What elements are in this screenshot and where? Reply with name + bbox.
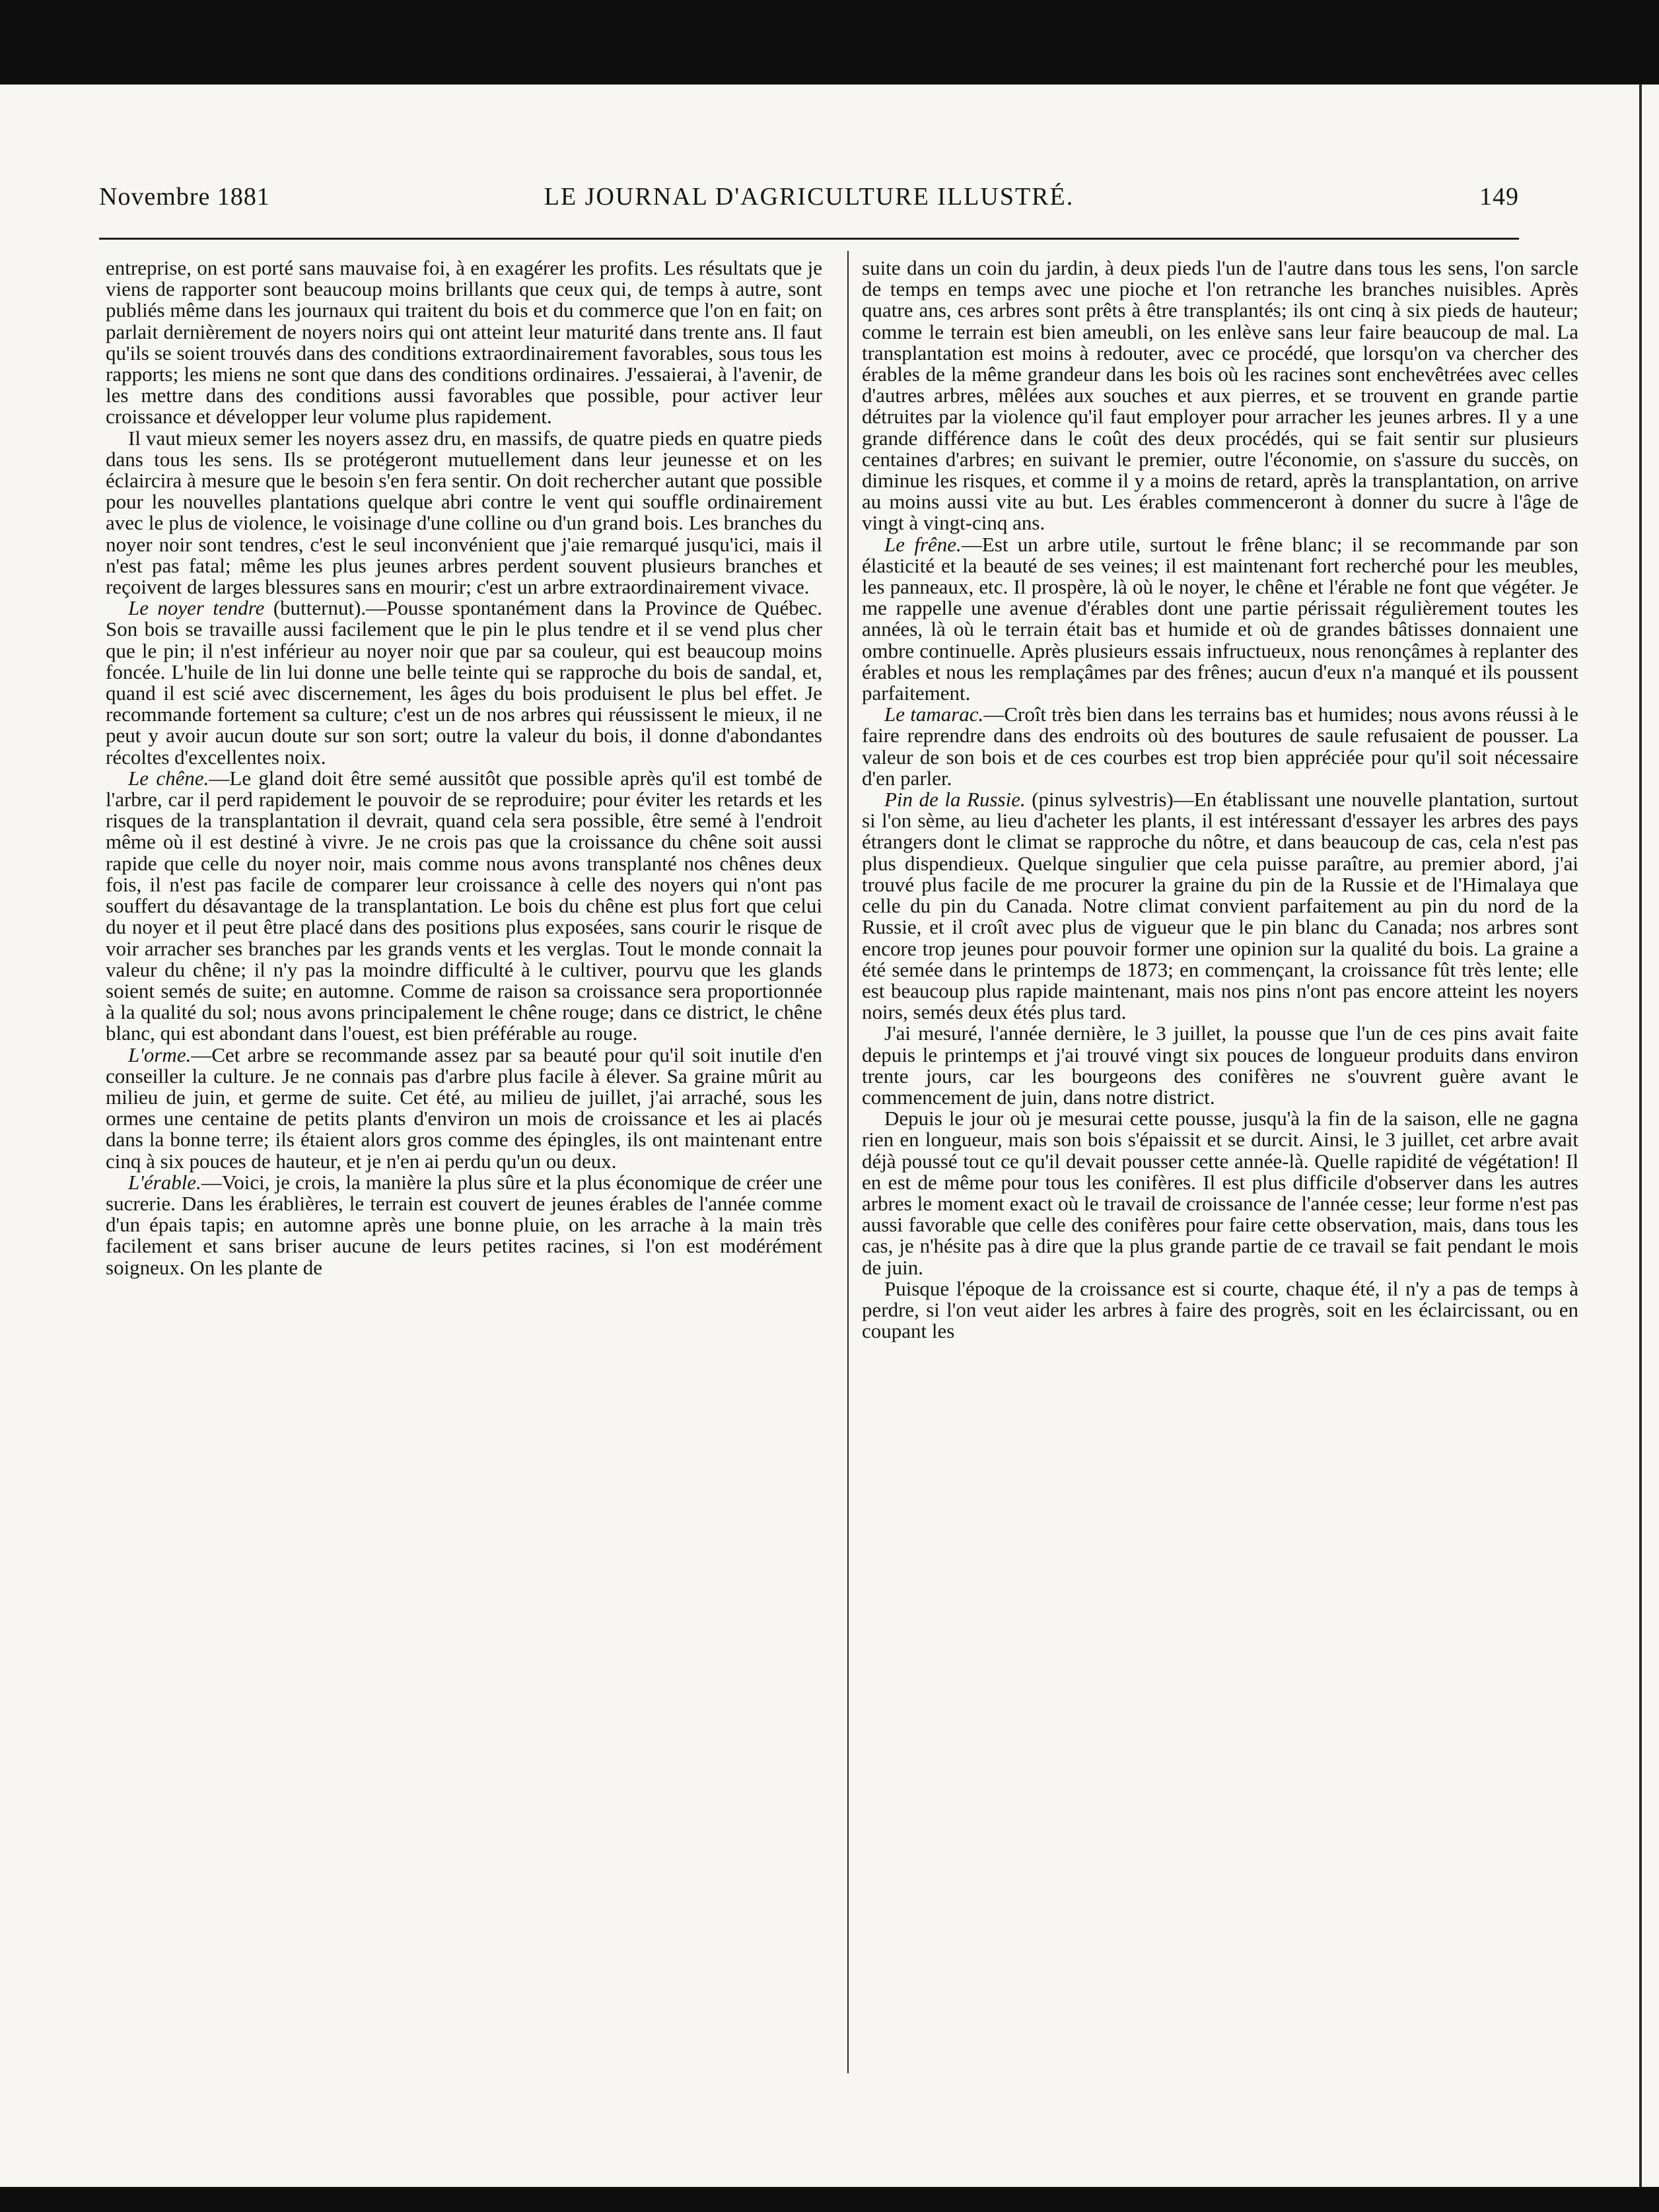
- section-lead-erable: L'érable.: [128, 1170, 201, 1194]
- page-number: 149: [1479, 183, 1519, 211]
- paragraph: Il vaut mieux semer les noyers assez dru, en massifs, de quatre pieds en quatre pieds dans tous les sens. Ils se protégeront mutuellement dans leur jeunesse et on les éclaircira à mesure que le besoin s'en fera sentir. On doit rechercher autant que possible pour les nouvelles plantations quelque abri contre le vent qui souffle ordinairement avec le plus de violence, le voisinage d'une colline ou d'un grand bois. Les branches du noyer noir sont tendres, c'est le seul inconvénient que j'aie remarqué jusqu'ici, mais il n'est pas fatal; même les plus jeunes arbres perdent souvent plusieurs branches et reçoivent de larges blessures sans en mourir; c'est un arbre extraordinairement vivace.: [106, 426, 822, 599]
- paragraph: [106, 598, 822, 768]
- section-lead-pin-russie: Pin de la Russie.: [884, 788, 1026, 812]
- section-lead-frene: Le frêne.: [884, 532, 962, 556]
- section-lead-tamarac: Le tamarac.: [884, 703, 984, 726]
- issue-date: Novembre 1881: [99, 183, 270, 211]
- paragraph-body: —Cet arbre se recommande assez par sa beauté pour qu'il soit inutile d'en conseiller la culture. Je ne connais pas d'arbre plus facile à élever. Sa graine mûrit au milieu de juin, et germe de suite. Cet été, au milieu de juillet, j'ai arraché, sous les ormes une centaine de petits plants d'environ un mois de croissance et les ai placés dans la bonne terre; ils étaient alors gros comme des épingles, ils ont maintenant entre cinq à six pouces de hauteur, et je n'en ai perdu qu'un ou deux.: [106, 1043, 822, 1173]
- section-lead-orme: L'orme.: [128, 1043, 192, 1066]
- page-header: [99, 182, 1519, 222]
- paragraph-body: (pinus sylvestris)—En établissant une nouvelle plantation, surtout si l'on sème, au lieu d'acheter les plants, il est intéressant d'essayer les arbres des pays étrangers dont le climat se rapproche du nôtre, et dans beaucoup de cas, cela n'est pas plus dispendieux. Quelque singulier que cela puisse paraître, au premier abord, j'ai trouvé plus facile de me procurer la graine du pin de la Russie et de l'Himalaya que celle du pin du Canada. Notre climat convient parfaitement au pin du nord de la Russie, et il croît avec plus de vigueur que le pin blanc du Canada; nos arbres sont encore trop jeunes pour pouvoir former une opinion sur la qualité du bois. La graine a été semée dans le printemps de 1873; en commençant, la croissance fût très lente; elle est beaucoup plus rapide maintenant, mais nos pins n'ont pas encore atteint les noyers noirs, semés deux étés plus tard.: [862, 788, 1578, 1024]
- paragraph-body: (butternut).—Pousse spontanément dans la Province de Québec. Son bois se travaille aussi facilement que le pin le plus tendre et il se vend plus cher que le pin; il n'est inférieur au noyer noir que par sa couleur, qui est beaucoup moins foncée. L'huile de lin lui donne une belle teinte qui se rapproche du bois de sandal, et, quand il est scié avec discernement, les âges du bois produisent le plus bel effet. Je recommande fortement sa culture; c'est un de nos arbres qui réussissent le mieux, il ne peut y avoir aucun doute sur son sort; outre la valeur du bois, il donne d'abondantes récoltes d'excellentes noix.: [106, 596, 822, 769]
- paragraph: [862, 704, 1578, 789]
- paragraph-body: —Voici, je crois, la manière la plus sûre et la plus économique de créer une sucrerie. Dans les érablières, le terrain est couvert de jeunes érables de l'année comme d'un épais tapis; en automne après une bonne pluie, on les arrache à la main très facilement et sans briser aucune de leurs petites racines, si l'on est modérément soigneux. On les plante de: [106, 1170, 822, 1279]
- paragraph: Puisque l'époque de la croissance est si courte, chaque été, il n'y a pas de temps à perdre, si l'on veut aider les arbres à faire des progrès, soit en les éclaircissant, ou en coupant les: [862, 1276, 1578, 1343]
- paragraph: entreprise, on est porté sans mauvaise foi, à en exagérer les profits. Les résultats que je viens de rapporter sont beaucoup moins brillants que ceux qui, de temps à autre, sont publiés même dans les journaux qui traitent du bois et du commerce que l'on en fait; on parlait dernièrement de noyers noirs qui ont atteint leur maturité dans trente ans. Il faut qu'ils se soient trouvés dans des conditions extraordinairement favorables, sous tous les rapports; les miens ne sont que dans des conditions ordinaires. J'essaierai, à l'avenir, de les mettre dans des conditions aussi favorables que possible, pour activer leur croissance et développer leur volume plus rapidement.: [106, 258, 822, 429]
- scan-bottom-border: [0, 2187, 1659, 2212]
- paragraph: Depuis le jour où je mesurai cette pousse, jusqu'à la fin de la saison, elle ne gagna rien en longueur, mais son bois s'épaissit et se durcit. Ainsi, le 3 juillet, cet arbre avait déjà poussé tout ce qu'il devait pousser cette année-là. Quelle rapidité de végétation! Il en est de même pour tous les conifères. Il est plus difficile d'observer dans les autres arbres le moment exact où le travail de croissance de l'année cesse; leur forme n'est pas aussi favorable que celle des conifères pour faire cette observation, mais, dans tous les cas, je n'hésite pas à dire que la plus grande partie de ce travail se fait pendant le mois de juin.: [862, 1107, 1578, 1279]
- paragraph: [106, 1045, 822, 1172]
- column-divider: [847, 251, 849, 2073]
- paragraph-body: —Le gland doit être semé aussitôt que possible après qu'il est tombé de l'arbre, car il perd rapidement le pouvoir de se reproduire; pour éviter les retards et les risques de la transplantation il devrait, quand cela sera possible, être semé à l'endroit même où il est destiné à vivre. Je ne crois pas que la croissance du chêne soit aussi rapide que celle du noyer noir, mais comme nous avons transplanté nos chênes deux fois, il n'est pas facile de comparer leur croissance à celle des noyers qui n'ont pas souffert du désavantage de la transplantation. Le bois du chêne est plus fort que celui du noyer et il peut être placé dans des positions plus exposées, sans courir le risque de voir arracher ses branches par les grands vents et les verglas. Tout le monde connait la valeur du chêne; il n'y pas la moindre difficulté à le cultiver, pourvu que les glands soient semés de suite; en automne. Comme de raison sa croissance sera proportionnée à la qualité du sol; nous avons principalement le chêne rouge; dans ce district, le chêne blanc, qui est abondant dans l'ouest, est bien préférable au rouge.: [106, 766, 822, 1045]
- paragraph: J'ai mesuré, l'année dernière, le 3 juillet, la pousse que l'un de ces pins avait faite depuis le printemps et j'ai trouvé vingt six pouces de longueur produits dans environ trente jours, car les bourgeons des conifères ne s'ouvrent guère avant le commencement de juin, dans notre district.: [862, 1021, 1578, 1109]
- paragraph-body: —Croît très bien dans les terrains bas et humides; nous avons réussi à le faire reprendre dans des endroits où des boutures de saule refusaient de pousser. La valeur de son bois et de ces courbes est trop bien appréciée pour qu'il soit nécessaire d'en parler.: [862, 703, 1578, 790]
- scan-top-border: [0, 0, 1659, 85]
- paragraph-body: —Est un arbre utile, surtout le frêne blanc; il se recommande par son élasticité et la beauté de ses veines; il est maintenant fort recherché pour les meubles, les panneaux, etc. Il prospère, là où le noyer, le chêne et l'érable ne font que végéter. Je me rappelle une avenue d'érables dont une partie périssait régulièrement toutes les années, là où le terrain était bas et humide et où de grandes bâtisses donnaient une ombre continuelle. Après plusieurs essais infructueux, nous renonçâmes à replanter des érables et nous les remplaçâmes par des frênes; aucun d'eux n'a manqué et ils poussent parfaitement.: [862, 532, 1578, 705]
- paragraph: [106, 1172, 822, 1278]
- scan-right-edge: [1639, 85, 1659, 2187]
- journal-title: LE JOURNAL D'AGRICULTURE ILLUSTRÉ.: [544, 183, 1075, 211]
- section-lead-chene: Le chêne.: [128, 766, 209, 790]
- paragraph: [862, 789, 1578, 1023]
- right-column: [862, 258, 1578, 2067]
- section-lead-noyer-tendre: Le noyer tendre: [128, 596, 265, 620]
- header-rule: [99, 238, 1519, 240]
- paragraph: suite dans un coin du jardin, à deux pieds l'un de l'autre dans tous les sens, l'on sarcle de temps en temps avec une pioche et l'on retranche les branches nuisibles. Après quatre ans, ces arbres sont prêts à être transplantés; ils ont cinq à six pieds de hauteur; comme le terrain est bien ameubli, on les enlève sans leur faire beaucoup de mal. La transplantation est moins à redouter, avec ce procédé, que lorsqu'on va chercher des érables de la même grandeur dans les bois où les racines sont enchevêtrées avec celles d'autres arbres, mêlées aux souches et aux pierres, et se trouvent en grande partie détruites par la violence qu'il faut employer pour arracher les jeunes arbres. Il y a une grande différence dans le coût des deux procédés, qui se fait sentir sur plusieurs centaines d'arbres; en suivant le premier, outre l'économie, on s'assure du succès, on diminue les risques, et comme il y a moins de retard, après la transplantation, on arrive au moins aussi vite au but. Les érables commenceront à donner du sucre à l'âge de vingt à vingt-cinq ans.: [862, 258, 1578, 535]
- paragraph: [862, 534, 1578, 705]
- paragraph: [106, 768, 822, 1045]
- left-column: [106, 258, 822, 2067]
